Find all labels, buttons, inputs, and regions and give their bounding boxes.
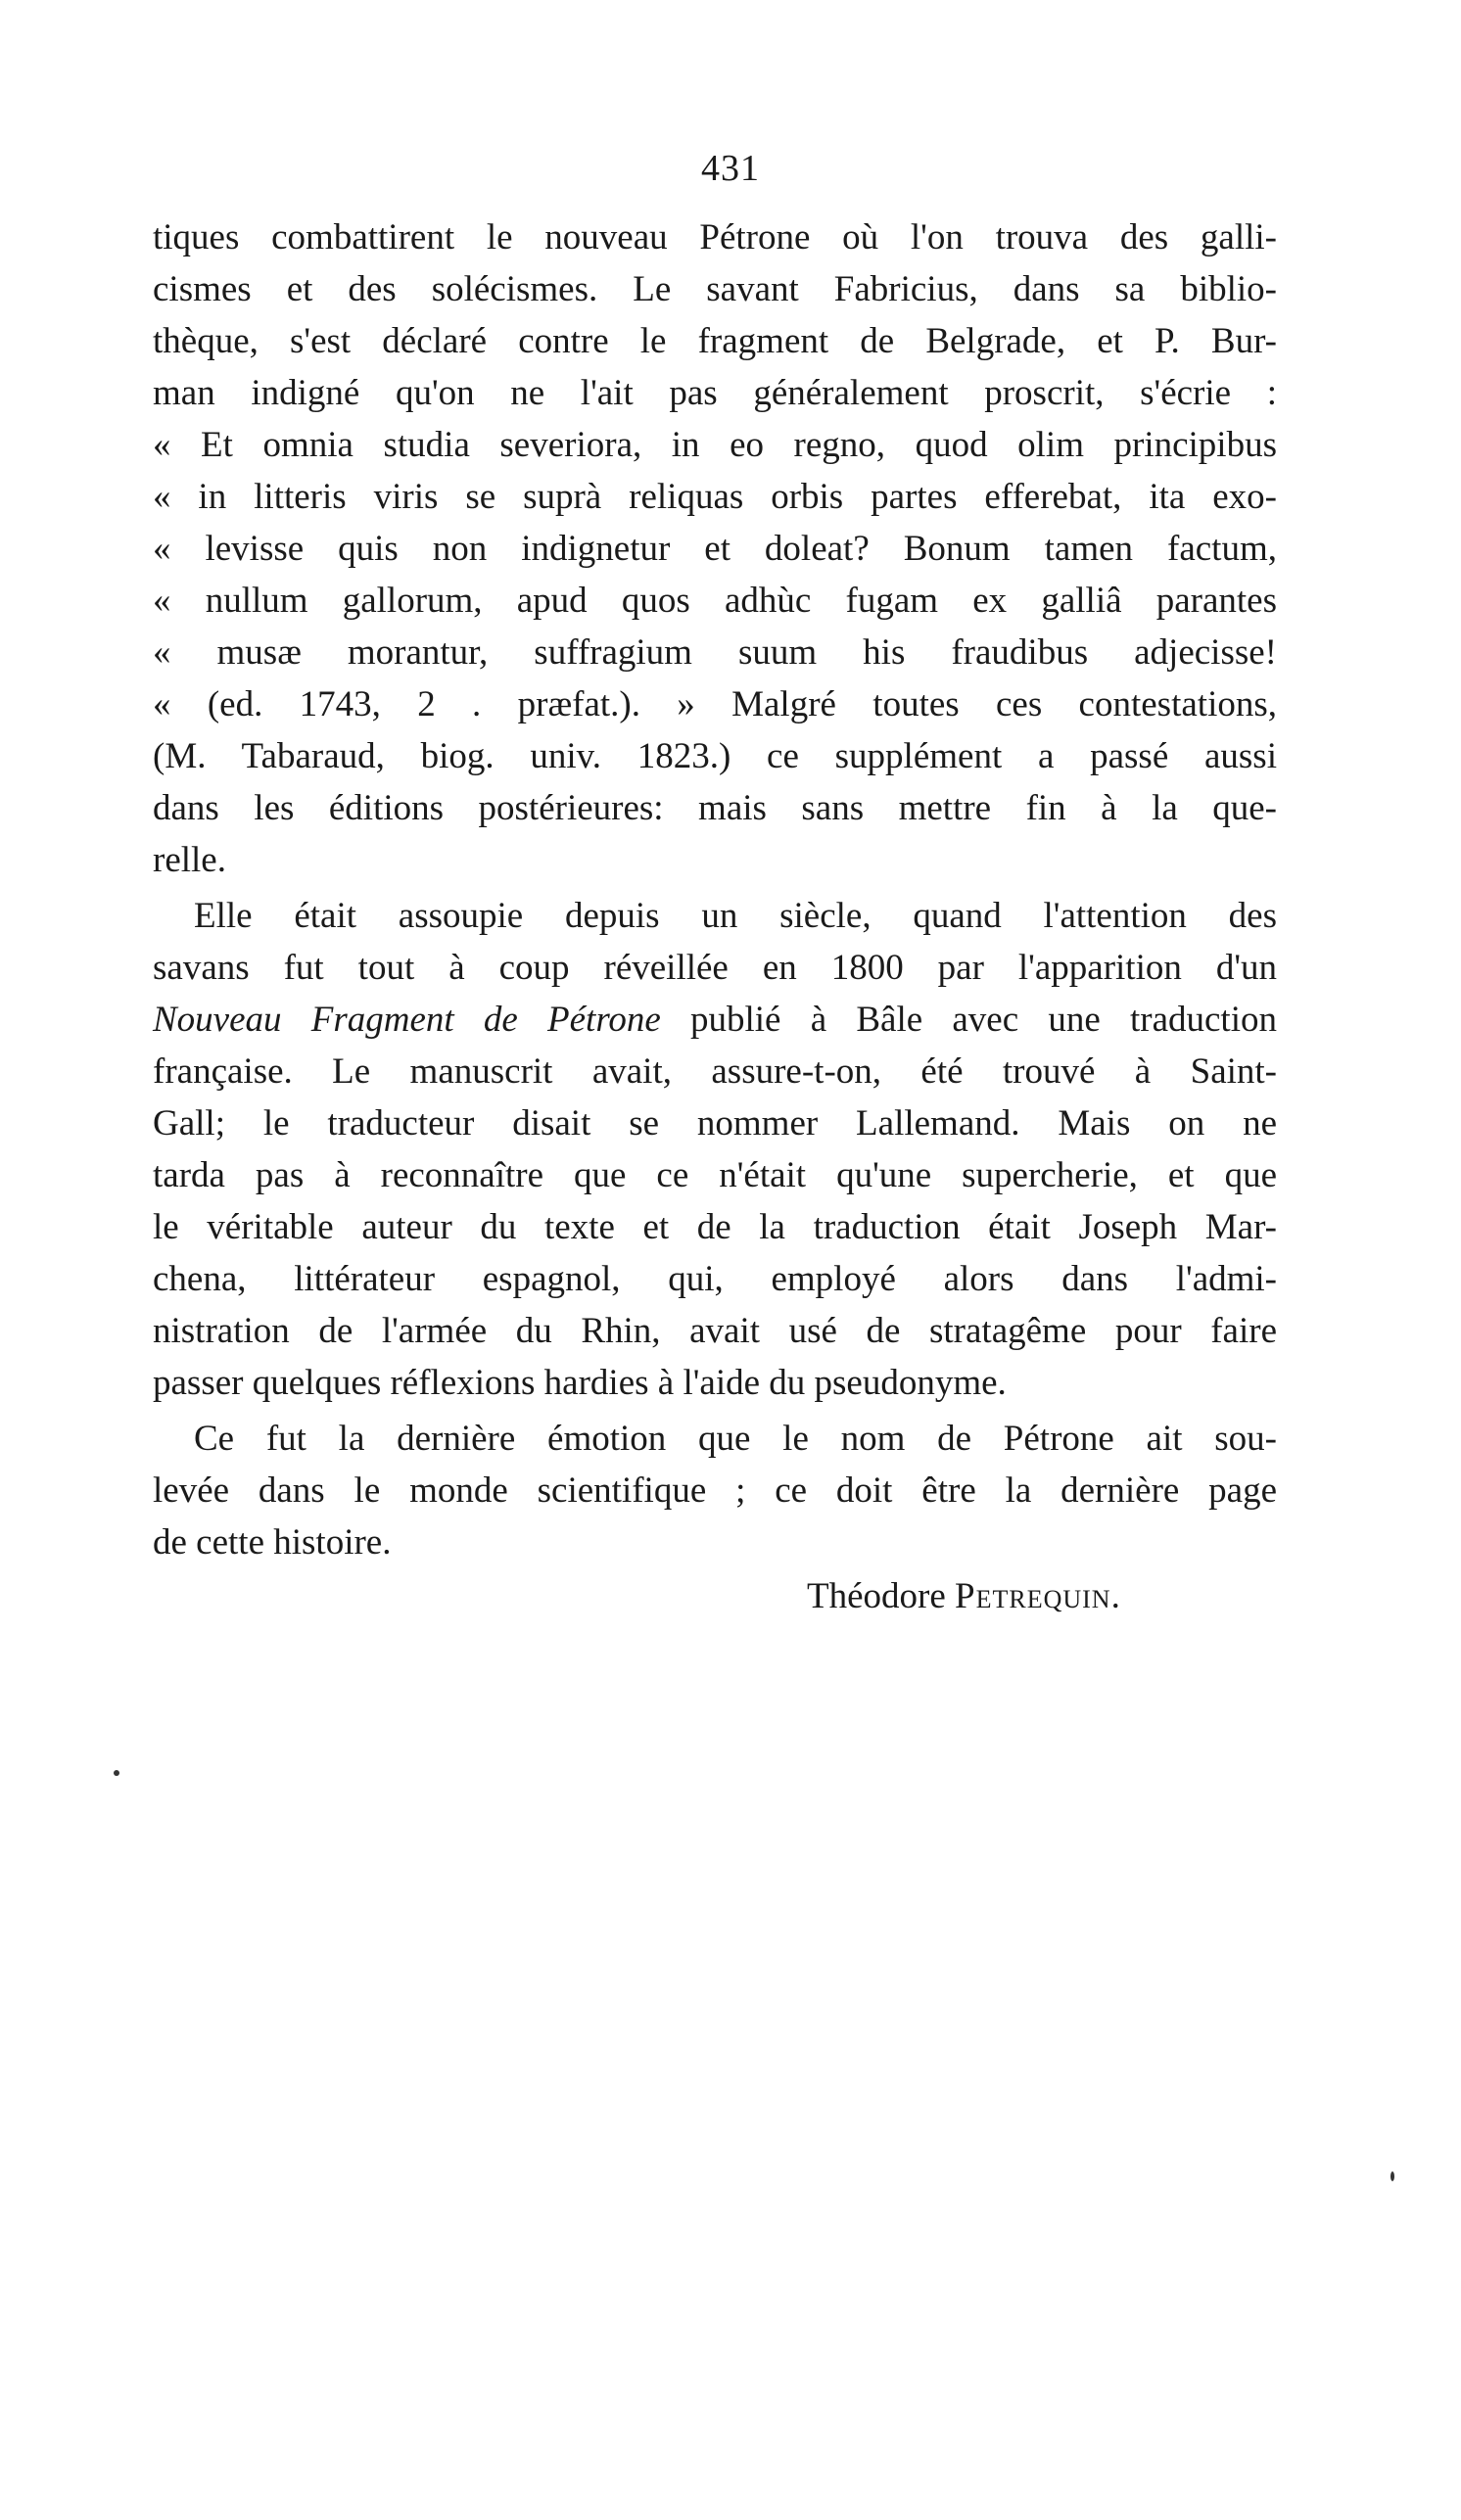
author-signature — [807, 1570, 1121, 1622]
text-line: de cette histoire. — [153, 1522, 392, 1563]
book-title: Nouveau Fragment de Pétrone — [153, 1000, 661, 1040]
text-line: « (ed. 1743, 2 . præfat.). » Malgré toutes ces contestations, — [153, 684, 1277, 724]
text-line: levée dans le monde scientifique ; ce doit être la dernière page — [153, 1470, 1277, 1511]
text-line: savans fut tout à coup réveillée en 1800 par l'apparition d'un — [153, 948, 1277, 988]
paragraph-2 — [153, 890, 1277, 1409]
text-line: relle. — [153, 840, 226, 880]
paper-speck — [114, 1770, 119, 1776]
text-line: « musæ morantur, suffragium suum his fraudibus adjecisse! — [153, 632, 1277, 673]
text-line: Ce fut la dernière émotion que le nom de Pétrone ait sou- — [194, 1419, 1277, 1459]
text-line: passer quelques réflexions hardies à l'aide du pseudonyme. — [153, 1363, 1007, 1403]
body-text — [153, 211, 1277, 1568]
text-line: le véritable auteur du texte et de la traduction était Joseph Mar- — [153, 1207, 1277, 1247]
paragraph-1 — [153, 211, 1277, 886]
text-line: « Et omnia studia severiora, in eo regno, quod olim principibus — [153, 425, 1277, 465]
text-line: française. Le manuscrit avait, assure-t-on, été trouvé à Saint- — [153, 1051, 1277, 1092]
text-line: « levisse quis non indignetur et doleat? Bonum tamen factum, — [153, 529, 1277, 569]
text-line: Nouveau Fragment de Pétrone publié à Bâle avec une traduction — [153, 1000, 1277, 1040]
paragraph-3 — [153, 1413, 1277, 1568]
text-line: tiques combattirent le nouveau Pétrone où l'on trouva des galli- — [153, 217, 1277, 257]
text-line: nistration de l'armée du Rhin, avait usé de stratagême pour faire — [153, 1311, 1277, 1351]
text-line: Elle était assoupie depuis un siècle, quand l'attention des — [194, 896, 1277, 936]
text-line: thèque, s'est déclaré contre le fragment de Belgrade, et P. Bur- — [153, 321, 1277, 361]
text-line: man indigné qu'on ne l'ait pas généralement proscrit, s'écrie : — [153, 373, 1277, 413]
text-line: Gall; le traducteur disait se nommer Lallemand. Mais on ne — [153, 1103, 1277, 1143]
text-line: « nullum gallorum, apud quos adhùc fugam ex galliâ parantes — [153, 581, 1277, 621]
author-first-name: Théodore — [807, 1576, 946, 1616]
text-line: « in litteris viris se suprà reliquas orbis partes efferebat, ita exo- — [153, 477, 1277, 517]
text-line: tarda pas à reconnaître que ce n'était qu'une supercherie, et que — [153, 1155, 1277, 1195]
text-line: cismes et des solécismes. Le savant Fabricius, dans sa biblio- — [153, 269, 1277, 309]
text-line: (M. Tabaraud, biog. univ. 1823.) ce supplément a passé aussi — [153, 736, 1277, 776]
author-last-name: Petrequin. — [955, 1576, 1121, 1616]
text-line: dans les éditions postérieures: mais sans mettre fin à la que- — [153, 788, 1277, 828]
text-line: chena, littérateur espagnol, qui, employé alors dans l'admi- — [153, 1259, 1277, 1299]
paper-speck — [1390, 2171, 1394, 2181]
page-number: 431 — [701, 148, 760, 189]
